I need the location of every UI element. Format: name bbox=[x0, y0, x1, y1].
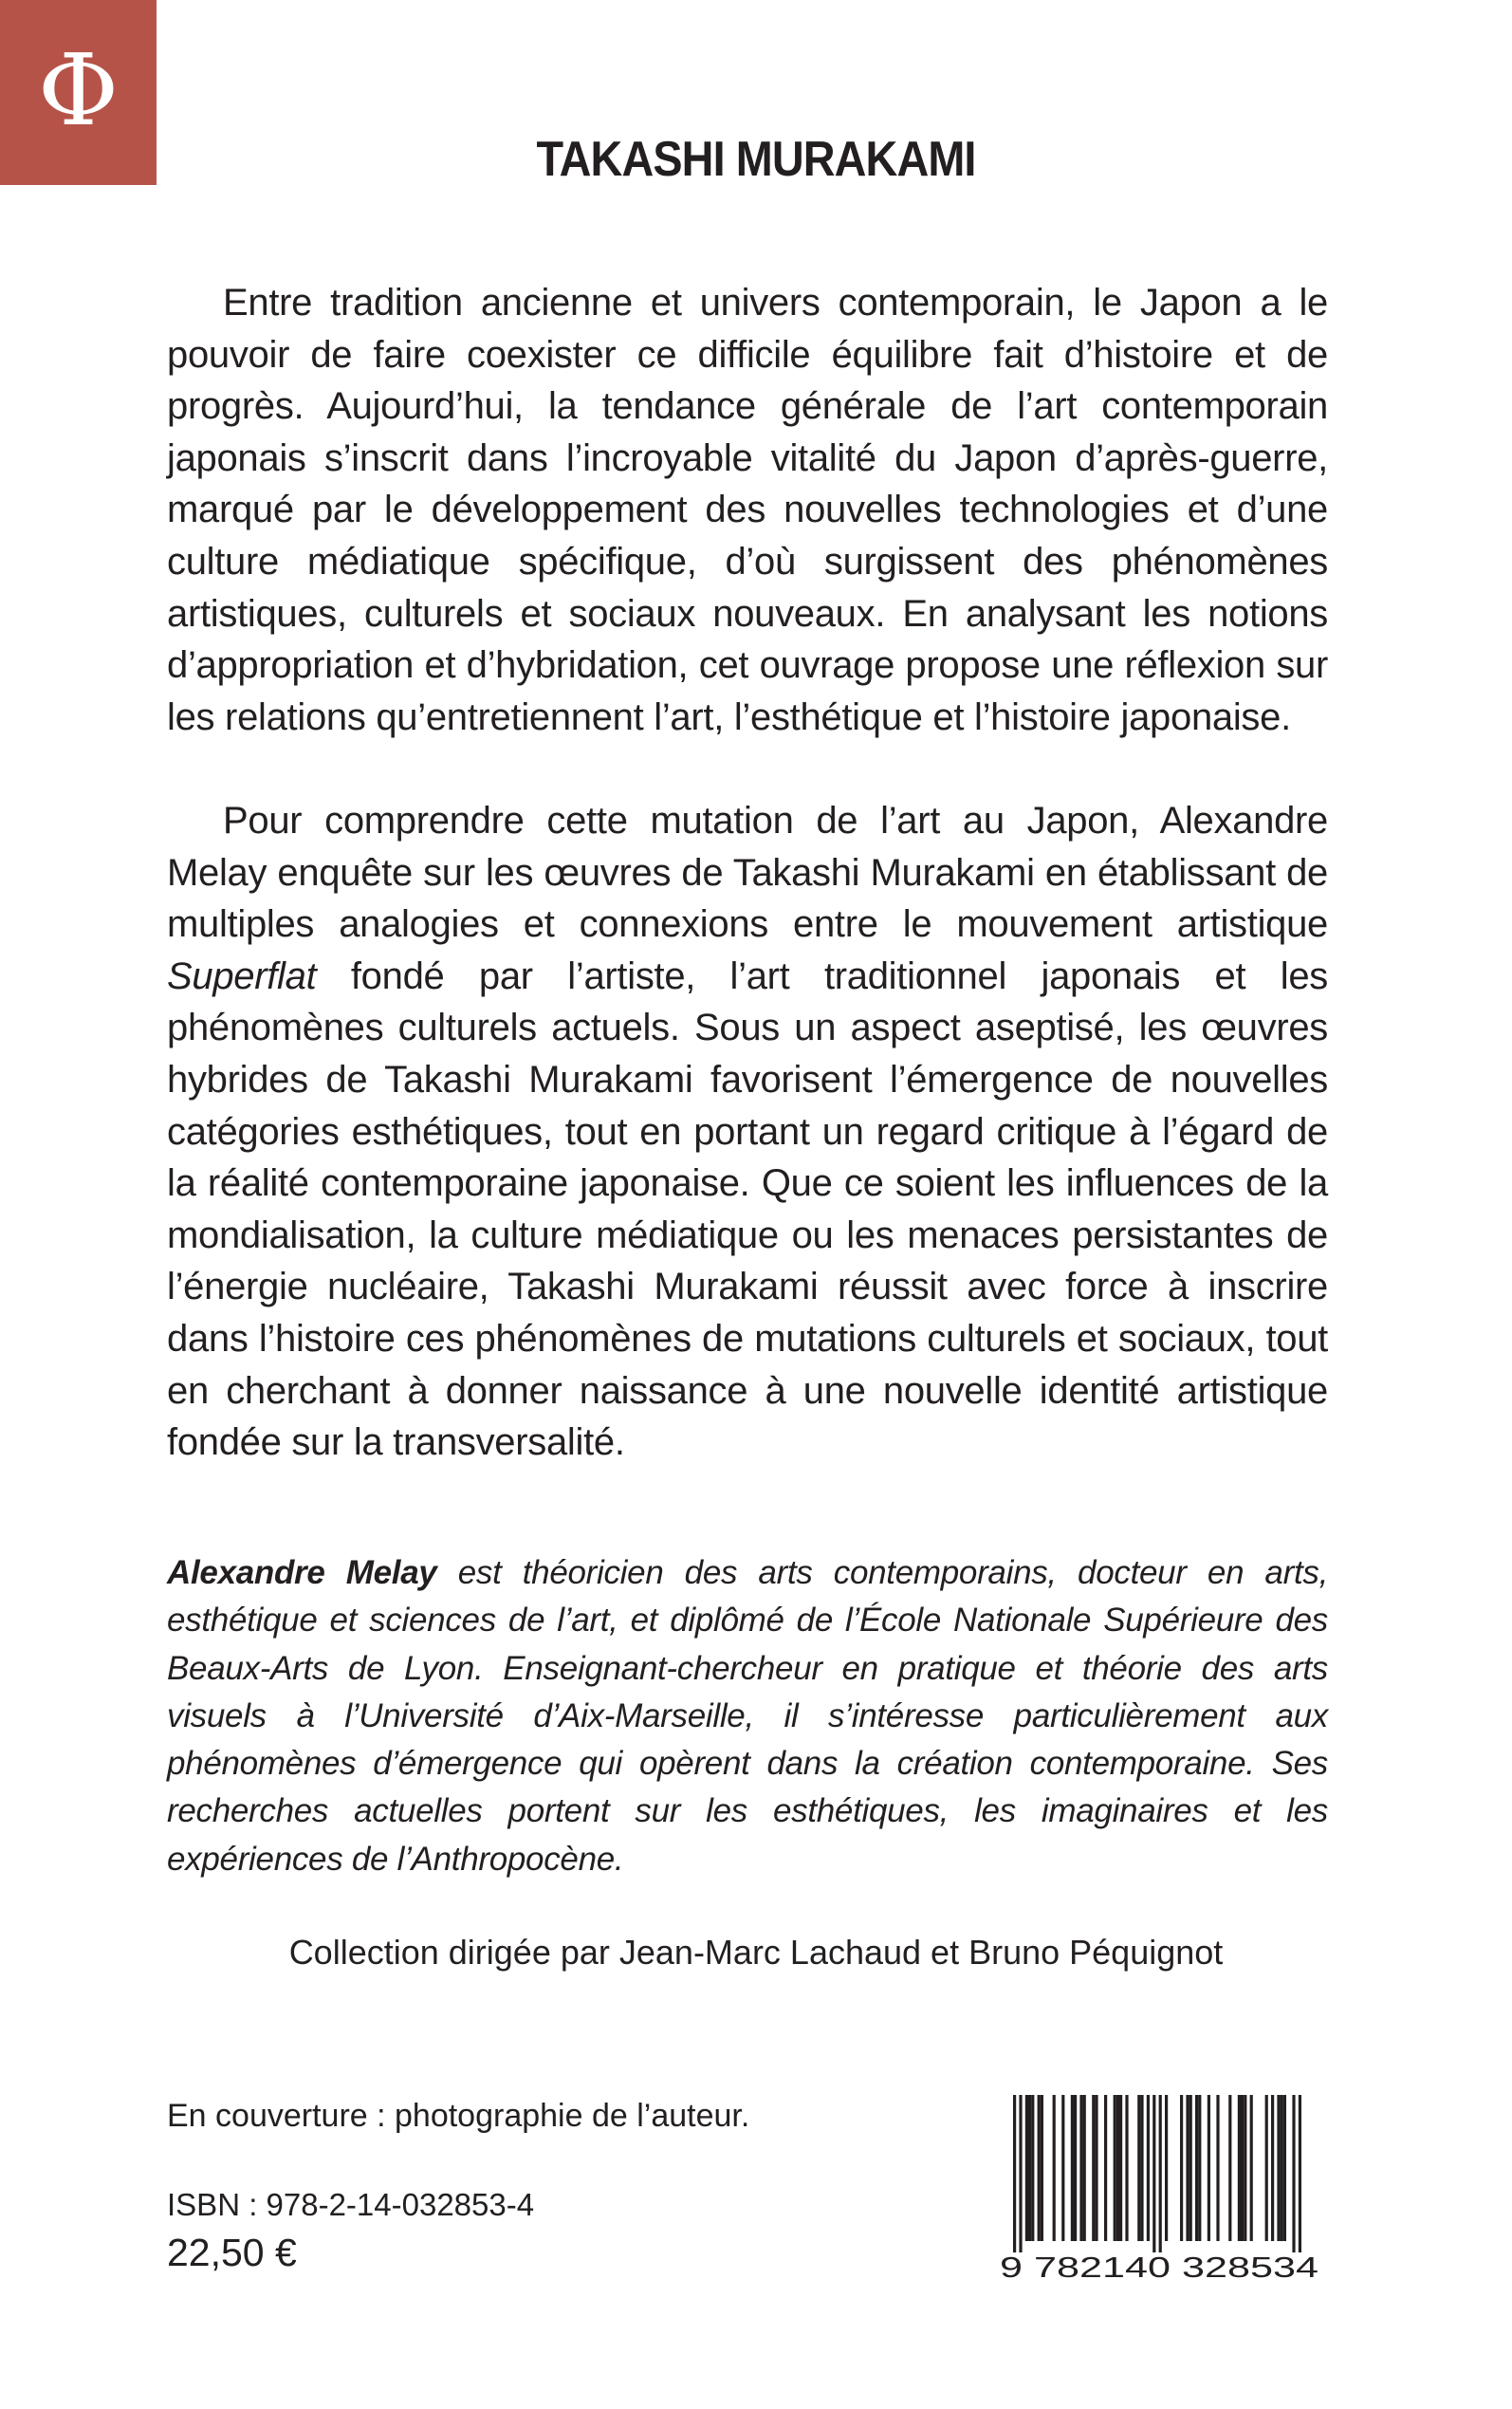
barcode-bar bbox=[1114, 2095, 1116, 2241]
cover-credit: En couverture : photographie de l’auteur. bbox=[167, 2098, 750, 2134]
barcode-bar bbox=[1140, 2095, 1143, 2241]
barcode-bar bbox=[1281, 2095, 1283, 2241]
summary-paragraph-2-start: Pour comprendre cette mutation de l’art au Japon, Alexandre Melay enquête sur les œuvres de Takashi Murakami en établissant de multiples analogies et connexions entre le mouvement artistique bbox=[167, 800, 1328, 946]
barcode-bar bbox=[1180, 2095, 1183, 2241]
barcode-bar bbox=[1250, 2095, 1253, 2241]
summary-paragraph-2 bbox=[167, 795, 1328, 1469]
barcode-bar bbox=[1061, 2095, 1064, 2241]
barcode-bar bbox=[1265, 2095, 1268, 2241]
barcode-bar bbox=[1208, 2095, 1210, 2241]
barcode-bar bbox=[1031, 2095, 1034, 2241]
summary-paragraph-2-end: fondé par l’artiste, l’art traditionnel japonais et les phénomènes culturels actuels. Sous un aspect aseptisé, les œuvres hybrides de Takashi Murakami favorisent l’émergence de nouvelles catégories esthétiques, tout en portant un regard critique à l’égard de la réalité contemporaine japonaise. Que ce soient les influences de la mondialisation, la culture médiatique ou les menaces persistantes de l’énergie nucléaire, Takashi Murakami réussit avec force à inscrire dans l’histoire ces phénomènes de mutations culturels et sociaux, tout en cherchant à donner naissance à une nouvelle identité artistique fondée sur la transversalité. bbox=[167, 954, 1328, 1464]
barcode-bar bbox=[1271, 2095, 1274, 2241]
barcode-bar bbox=[1053, 2095, 1056, 2241]
summary-paragraph-1: Entre tradition ancienne et univers contemporain, le Japon a le pouvoir de faire coexister ce difficile équilibre fait d’histoire et de progrès. Aujourd’hui, la tendance générale de l’art contemporain japonais s’inscrit dans l’incroyable vitalité du Japon d’après-guerre, marqué par le développement des nouvelles technologies et d’une culture médiatique spécifique, d’où surgissent des phénomènes artistiques, culturels et sociaux nouveaux. En analysant les notions d’appropriation et d’hybridation, cet ouvrage propose une réflexion sur les relations qu’entretiennent l’art, l’esthétique et l’histoire japonaise. bbox=[167, 282, 1328, 738]
barcode-bar bbox=[1095, 2095, 1097, 2241]
barcode-bar bbox=[1092, 2095, 1095, 2241]
barcode-bar bbox=[1137, 2095, 1140, 2241]
barcode-bar bbox=[1079, 2095, 1082, 2241]
isbn: ISBN : 978-2-14-032853-4 bbox=[167, 2187, 535, 2222]
barcode-bar bbox=[1283, 2095, 1286, 2241]
author-bio-text: est théoricien des arts contemporains, docteur en arts, esthétique et sciences de l’art, et diplômé de l’École Nationale Supérieure des Beaux-Arts de Lyon. Enseignant-chercheur en pratique et théorie des arts visuels à l’Université d’Aix-Marseille, il s’intéresse particulièrement aux phénomènes d’émergence qui opèrent dans la création contemporaine. Ses recherches actuelles portent sur les esthétiques, les imaginaires et les expériences de l’Anthropocène. bbox=[167, 1554, 1329, 1878]
barcode-bar bbox=[1013, 2095, 1016, 2252]
barcode-bar bbox=[1119, 2095, 1122, 2241]
barcode-bar bbox=[1216, 2095, 1219, 2241]
barcode-bar bbox=[1241, 2095, 1244, 2241]
barcode-bar bbox=[1071, 2095, 1074, 2241]
barcode-bar bbox=[1041, 2095, 1043, 2241]
book-title: TAKASHI MURAKAMI bbox=[536, 132, 976, 187]
barcode-bar bbox=[1116, 2095, 1119, 2241]
barcode-bar bbox=[1238, 2095, 1241, 2241]
barcode-digits: 9 782140 328534 bbox=[1000, 2251, 1318, 2281]
barcode bbox=[996, 2095, 1322, 2281]
barcode-bar bbox=[1195, 2095, 1198, 2241]
barcode-bar bbox=[1083, 2095, 1086, 2241]
barcode-bar bbox=[1152, 2095, 1155, 2252]
barcode-bar bbox=[1025, 2095, 1028, 2241]
barcode-bar bbox=[1277, 2095, 1280, 2241]
superflat-term: Superflat bbox=[167, 954, 317, 997]
author-bio bbox=[167, 1549, 1328, 1883]
barcode-bar bbox=[1159, 2095, 1162, 2252]
barcode-bar bbox=[1198, 2095, 1201, 2241]
barcode-bar bbox=[1104, 2095, 1107, 2241]
barcode-bar bbox=[1292, 2095, 1295, 2252]
price: 22,50 € bbox=[167, 2231, 297, 2274]
barcode-bar bbox=[1244, 2095, 1246, 2241]
barcode-bar bbox=[1189, 2095, 1192, 2241]
barcode-bar bbox=[1228, 2095, 1231, 2241]
barcode-bars bbox=[1013, 2095, 1301, 2252]
barcode-bar bbox=[1019, 2095, 1022, 2252]
barcode-bar bbox=[1125, 2095, 1128, 2241]
barcode-bar bbox=[1186, 2095, 1189, 2241]
barcode-bar bbox=[1299, 2095, 1301, 2252]
barcode-bar bbox=[1028, 2095, 1031, 2241]
barcode-bar bbox=[1165, 2095, 1168, 2241]
phi-logo-icon: Φ bbox=[37, 31, 120, 148]
barcode-bar bbox=[1074, 2095, 1077, 2241]
barcode-bar bbox=[1147, 2095, 1150, 2241]
barcode-bar bbox=[1038, 2095, 1041, 2241]
collection-line: Collection dirigée par Jean-Marc Lachaud et Bruno Péquignot bbox=[288, 1933, 1224, 1972]
author-name: Alexandre Melay bbox=[167, 1554, 437, 1591]
